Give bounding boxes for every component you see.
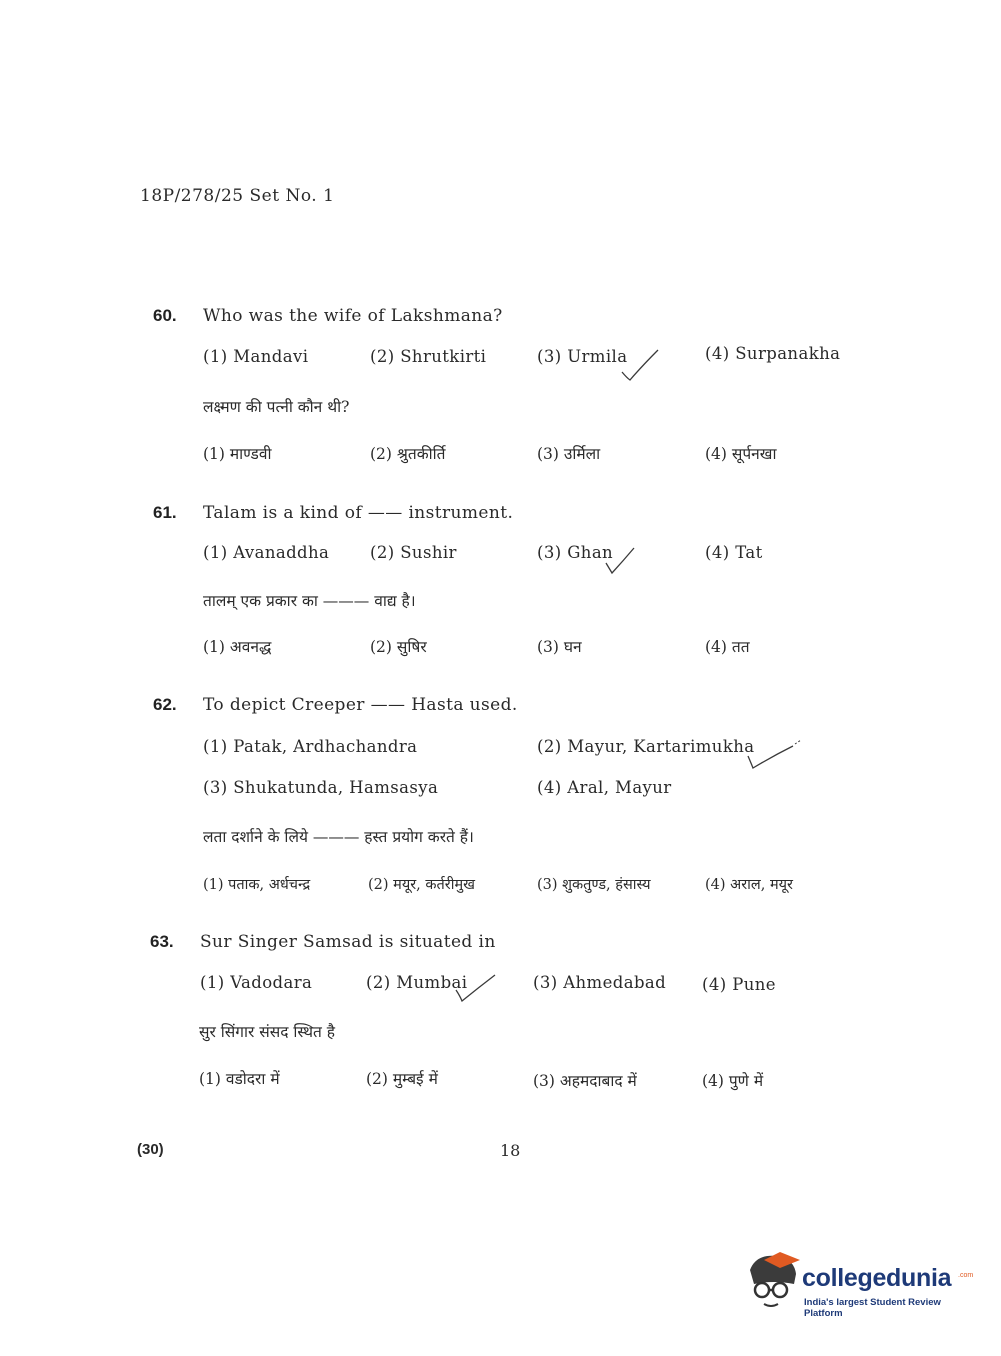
option-2-english: (2) Mumbai [366, 973, 468, 992]
question-number: 63. [150, 932, 174, 951]
option-3-english: (3) Shukatunda, Hamsasya [203, 778, 439, 797]
question-number: 62. [153, 695, 177, 714]
option-4-hindi: (4) तत [705, 638, 750, 656]
option-4-english: (4) Pune [702, 975, 776, 994]
option-1-hindi: (1) पताक, अर्धचन्द्र [203, 877, 311, 893]
option-4-hindi: (4) सूर्पनखा [705, 445, 777, 463]
brand-tagline: India's largest Student Review Platform [804, 1297, 941, 1319]
option-1-hindi: (1) अवनद्ध [203, 638, 272, 656]
option-3-hindi: (3) शुकतुण्ड, हंसास्य [537, 877, 651, 893]
collegedunia-logo [744, 1250, 974, 1320]
question-text-hindi: तालम् एक प्रकार का ——— वाद्य है। [203, 592, 416, 610]
brand-name: collegedunia [802, 1264, 952, 1292]
option-1-english: (1) Avanaddha [203, 543, 330, 562]
marks-label: (30) [137, 1141, 164, 1158]
option-1-english: (1) Vadodara [200, 973, 313, 992]
handwritten-tick-mark [452, 970, 498, 1006]
question-text-hindi: लता दर्शाने के लिये ——— हस्त प्रयोग करते हैं। [203, 828, 474, 846]
option-3-english: (3) Ahmedabad [533, 973, 667, 992]
question-number: 60. [153, 306, 177, 325]
question-text-hindi: लक्ष्मण की पत्नी कौन थी? [203, 398, 350, 416]
paper-code: 18P/278/25 Set No. 1 [140, 186, 335, 206]
option-2-english: (2) Mayur, Kartarimukha [537, 737, 755, 756]
page-number: 18 [500, 1141, 521, 1160]
question-text-english: Sur Singer Samsad is situated in [200, 932, 496, 952]
option-2-hindi: (2) सुषिर [370, 638, 427, 656]
option-4-hindi: (4) पुणे में [702, 1072, 764, 1090]
option-4-english: (4) Aral, Mayur [537, 778, 672, 797]
option-2-hindi: (2) मयूर, कर्तरीमुख [368, 877, 475, 893]
question-number: 61. [153, 503, 177, 522]
brand-domain: .com [958, 1272, 974, 1279]
option-4-english: (4) Tat [705, 543, 763, 562]
option-2-hindi: (2) मुम्बई में [366, 1070, 438, 1088]
option-2-english: (2) Sushir [370, 543, 457, 562]
handwritten-tick-mark [745, 734, 805, 774]
option-1-hindi: (1) वडोदरा में [199, 1070, 280, 1088]
option-2-hindi: (2) श्रुतकीर्ति [370, 445, 446, 463]
question-text-english: To depict Creeper —— Hasta used. [203, 695, 518, 715]
question-text-hindi: सुर सिंगार संसद स्थित है [199, 1023, 335, 1041]
question-text-english: Who was the wife of Lakshmana? [203, 306, 503, 326]
option-3-hindi: (3) उर्मिला [537, 445, 601, 463]
option-1-english: (1) Mandavi [203, 347, 309, 366]
handwritten-tick-mark [618, 344, 662, 384]
option-3-english: (3) Urmila [537, 347, 628, 366]
option-4-hindi: (4) अराल, मयूर [705, 877, 793, 893]
mascot-icon [744, 1250, 800, 1310]
option-1-hindi: (1) माण्डवी [203, 445, 272, 463]
handwritten-tick-mark [603, 543, 637, 577]
option-2-english: (2) Shrutkirti [370, 347, 487, 366]
option-3-english: (3) Ghan [537, 543, 614, 562]
option-3-hindi: (3) घन [537, 638, 582, 656]
option-4-english: (4) Surpanakha [705, 344, 841, 363]
option-1-english: (1) Patak, Ardhachandra [203, 737, 418, 756]
question-text-english: Talam is a kind of —— instrument. [203, 503, 514, 523]
option-3-hindi: (3) अहमदाबाद में [533, 1072, 637, 1090]
